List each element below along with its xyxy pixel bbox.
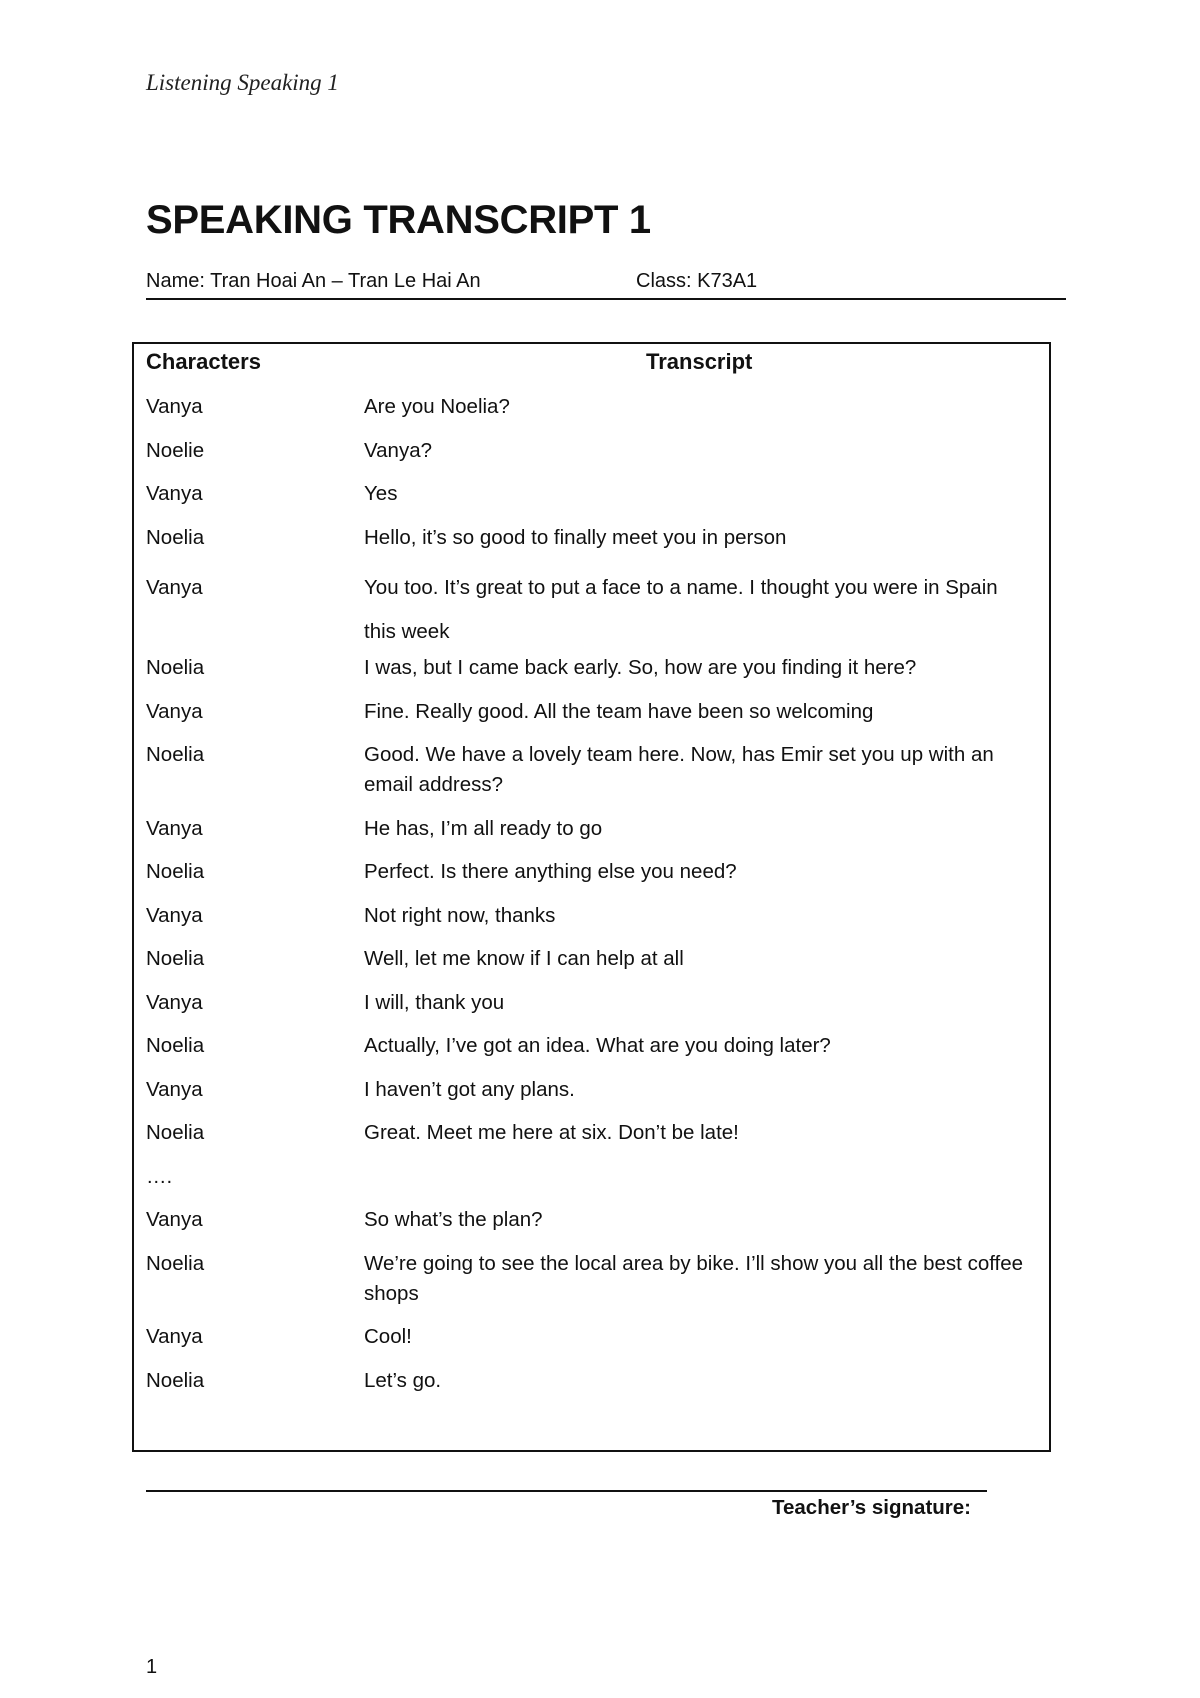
transcript-row [146, 523, 1036, 553]
transcript-row [146, 697, 1036, 727]
speaker: …. [146, 1164, 173, 1188]
utterance: Well, let me know if I can help at all [364, 947, 684, 970]
transcript-row [146, 814, 1036, 844]
transcript-row [146, 901, 1036, 931]
speaker: Noelia [146, 1368, 205, 1392]
utterance: Let’s go. [364, 1368, 442, 1392]
speaker: Vanya [146, 903, 203, 927]
transcript-row [146, 392, 1036, 422]
speaker: Vanya [146, 1077, 203, 1101]
utterance: Hello, it’s so good to finally meet you in person [364, 525, 787, 549]
transcript-row [146, 1162, 1036, 1192]
utterance: Cool! [364, 1325, 412, 1348]
utterance: He has, I’m all ready to go [364, 816, 603, 840]
utterance: Are you Noelia? [364, 395, 510, 418]
speaker: Vanya [146, 816, 203, 840]
page-number: 1 [146, 1656, 158, 1678]
running-header: Listening Speaking 1 [146, 70, 339, 95]
utterance: Good. We have a lovely team here. Now, has Emir set you up with an email address? [364, 743, 994, 796]
transcript-row [146, 1118, 1036, 1148]
speaker: Noelia [146, 656, 205, 679]
speaker: Noelia [146, 1251, 205, 1275]
utterance: Fine. Really good. All the team have been so welcoming [364, 699, 874, 723]
utterance: We’re going to see the local area by bike. I’ll show you all the best coffee shops [364, 1251, 1024, 1305]
transcript-row [146, 988, 1036, 1018]
transcript-row [146, 479, 1036, 509]
speaker: Vanya [146, 1325, 203, 1348]
utterance: Vanya? [364, 438, 433, 462]
utterance [364, 1162, 1024, 1192]
class-label: Class: K73A1 [636, 270, 758, 292]
utterance: You too. It’s great to put a face to a name. I thought you were in Spain this week [364, 576, 998, 643]
utterance: I will, thank you [364, 990, 505, 1014]
transcript-row [146, 566, 1036, 653]
transcript-row [146, 944, 1036, 974]
signature-line [146, 1490, 987, 1492]
student-names: Name: Tran Hoai An – Tran Le Hai An [146, 270, 481, 292]
speaker: Noelie [146, 438, 205, 462]
transcript-row [146, 1322, 1036, 1352]
utterance: Perfect. Is there anything else you need? [364, 860, 737, 883]
column-header-characters: Characters [146, 349, 261, 374]
column-header-transcript: Transcript [646, 349, 753, 374]
transcript-row [146, 436, 1036, 466]
utterance: I haven’t got any plans. [364, 1077, 575, 1101]
transcript-row [146, 653, 1036, 683]
transcript-row [146, 1249, 1036, 1309]
page-title: SPEAKING TRANSCRIPT 1 [146, 198, 651, 242]
speaker: Noelia [146, 1121, 205, 1144]
transcript-row [146, 740, 1036, 800]
transcript-row [146, 1205, 1036, 1235]
speaker: Noelia [146, 860, 205, 883]
teacher-signature-label: Teacher’s signature: [772, 1496, 971, 1519]
transcript-row [146, 1031, 1036, 1061]
speaker: Vanya [146, 576, 203, 599]
transcript-table [132, 342, 1051, 1452]
speaker: Noelia [146, 947, 205, 970]
utterance: Actually, I’ve got an idea. What are you doing later? [364, 1034, 831, 1057]
transcript-row [146, 1366, 1036, 1396]
speaker: Noelia [146, 743, 205, 766]
utterance: Yes [364, 482, 398, 505]
utterance: Not right now, thanks [364, 903, 556, 927]
student-meta-row [146, 268, 1066, 300]
speaker: Vanya [146, 482, 203, 505]
speaker: Vanya [146, 699, 203, 723]
speaker: Vanya [146, 395, 203, 418]
transcript-row [146, 857, 1036, 887]
speaker: Vanya [146, 990, 203, 1014]
utterance: So what’s the plan? [364, 1208, 543, 1231]
speaker: Noelia [146, 525, 205, 549]
utterance: I was, but I came back early. So, how are you finding it here? [364, 656, 917, 679]
transcript-lines [146, 392, 1036, 1409]
speaker: Vanya [146, 1208, 203, 1231]
utterance: Great. Meet me here at six. Don’t be late! [364, 1121, 739, 1144]
transcript-row [146, 1075, 1036, 1105]
speaker: Noelia [146, 1034, 205, 1057]
